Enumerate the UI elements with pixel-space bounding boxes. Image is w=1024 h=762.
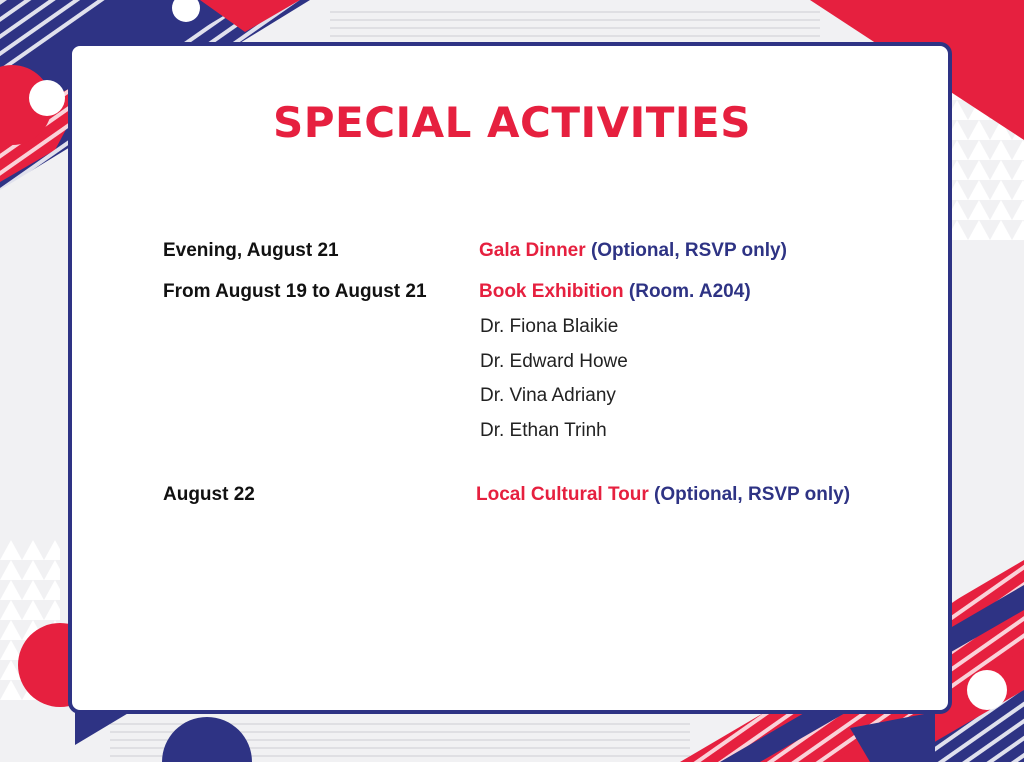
presenter-name: Dr. Fiona Blaikie [480, 316, 619, 337]
activity-item [479, 240, 787, 262]
presenter-name: Dr. Vina Adriany [480, 385, 616, 406]
activity-name: Local Cultural Tour [476, 484, 649, 505]
top-lines [330, 12, 820, 36]
activity-note: (Optional, RSVP only) [654, 484, 851, 505]
activity-item [479, 281, 751, 303]
activity-date: August 22 [163, 484, 255, 505]
presenter-name: Dr. Ethan Trinh [480, 420, 607, 441]
activity-name: Book Exhibition [479, 281, 624, 302]
activity-note: (Room. A204) [628, 281, 751, 302]
activity-note: (Optional, RSVP only) [590, 240, 787, 261]
presenter-name: Dr. Edward Howe [480, 351, 628, 372]
activity-item [476, 484, 850, 506]
activity-date: Evening, August 21 [163, 240, 339, 261]
activity-date: From August 19 to August 21 [163, 281, 427, 302]
activity-name: Gala Dinner [479, 240, 586, 261]
white-circle-bottom-right [967, 670, 1007, 710]
page-title: SPECIAL ACTIVITIES [272, 98, 751, 147]
